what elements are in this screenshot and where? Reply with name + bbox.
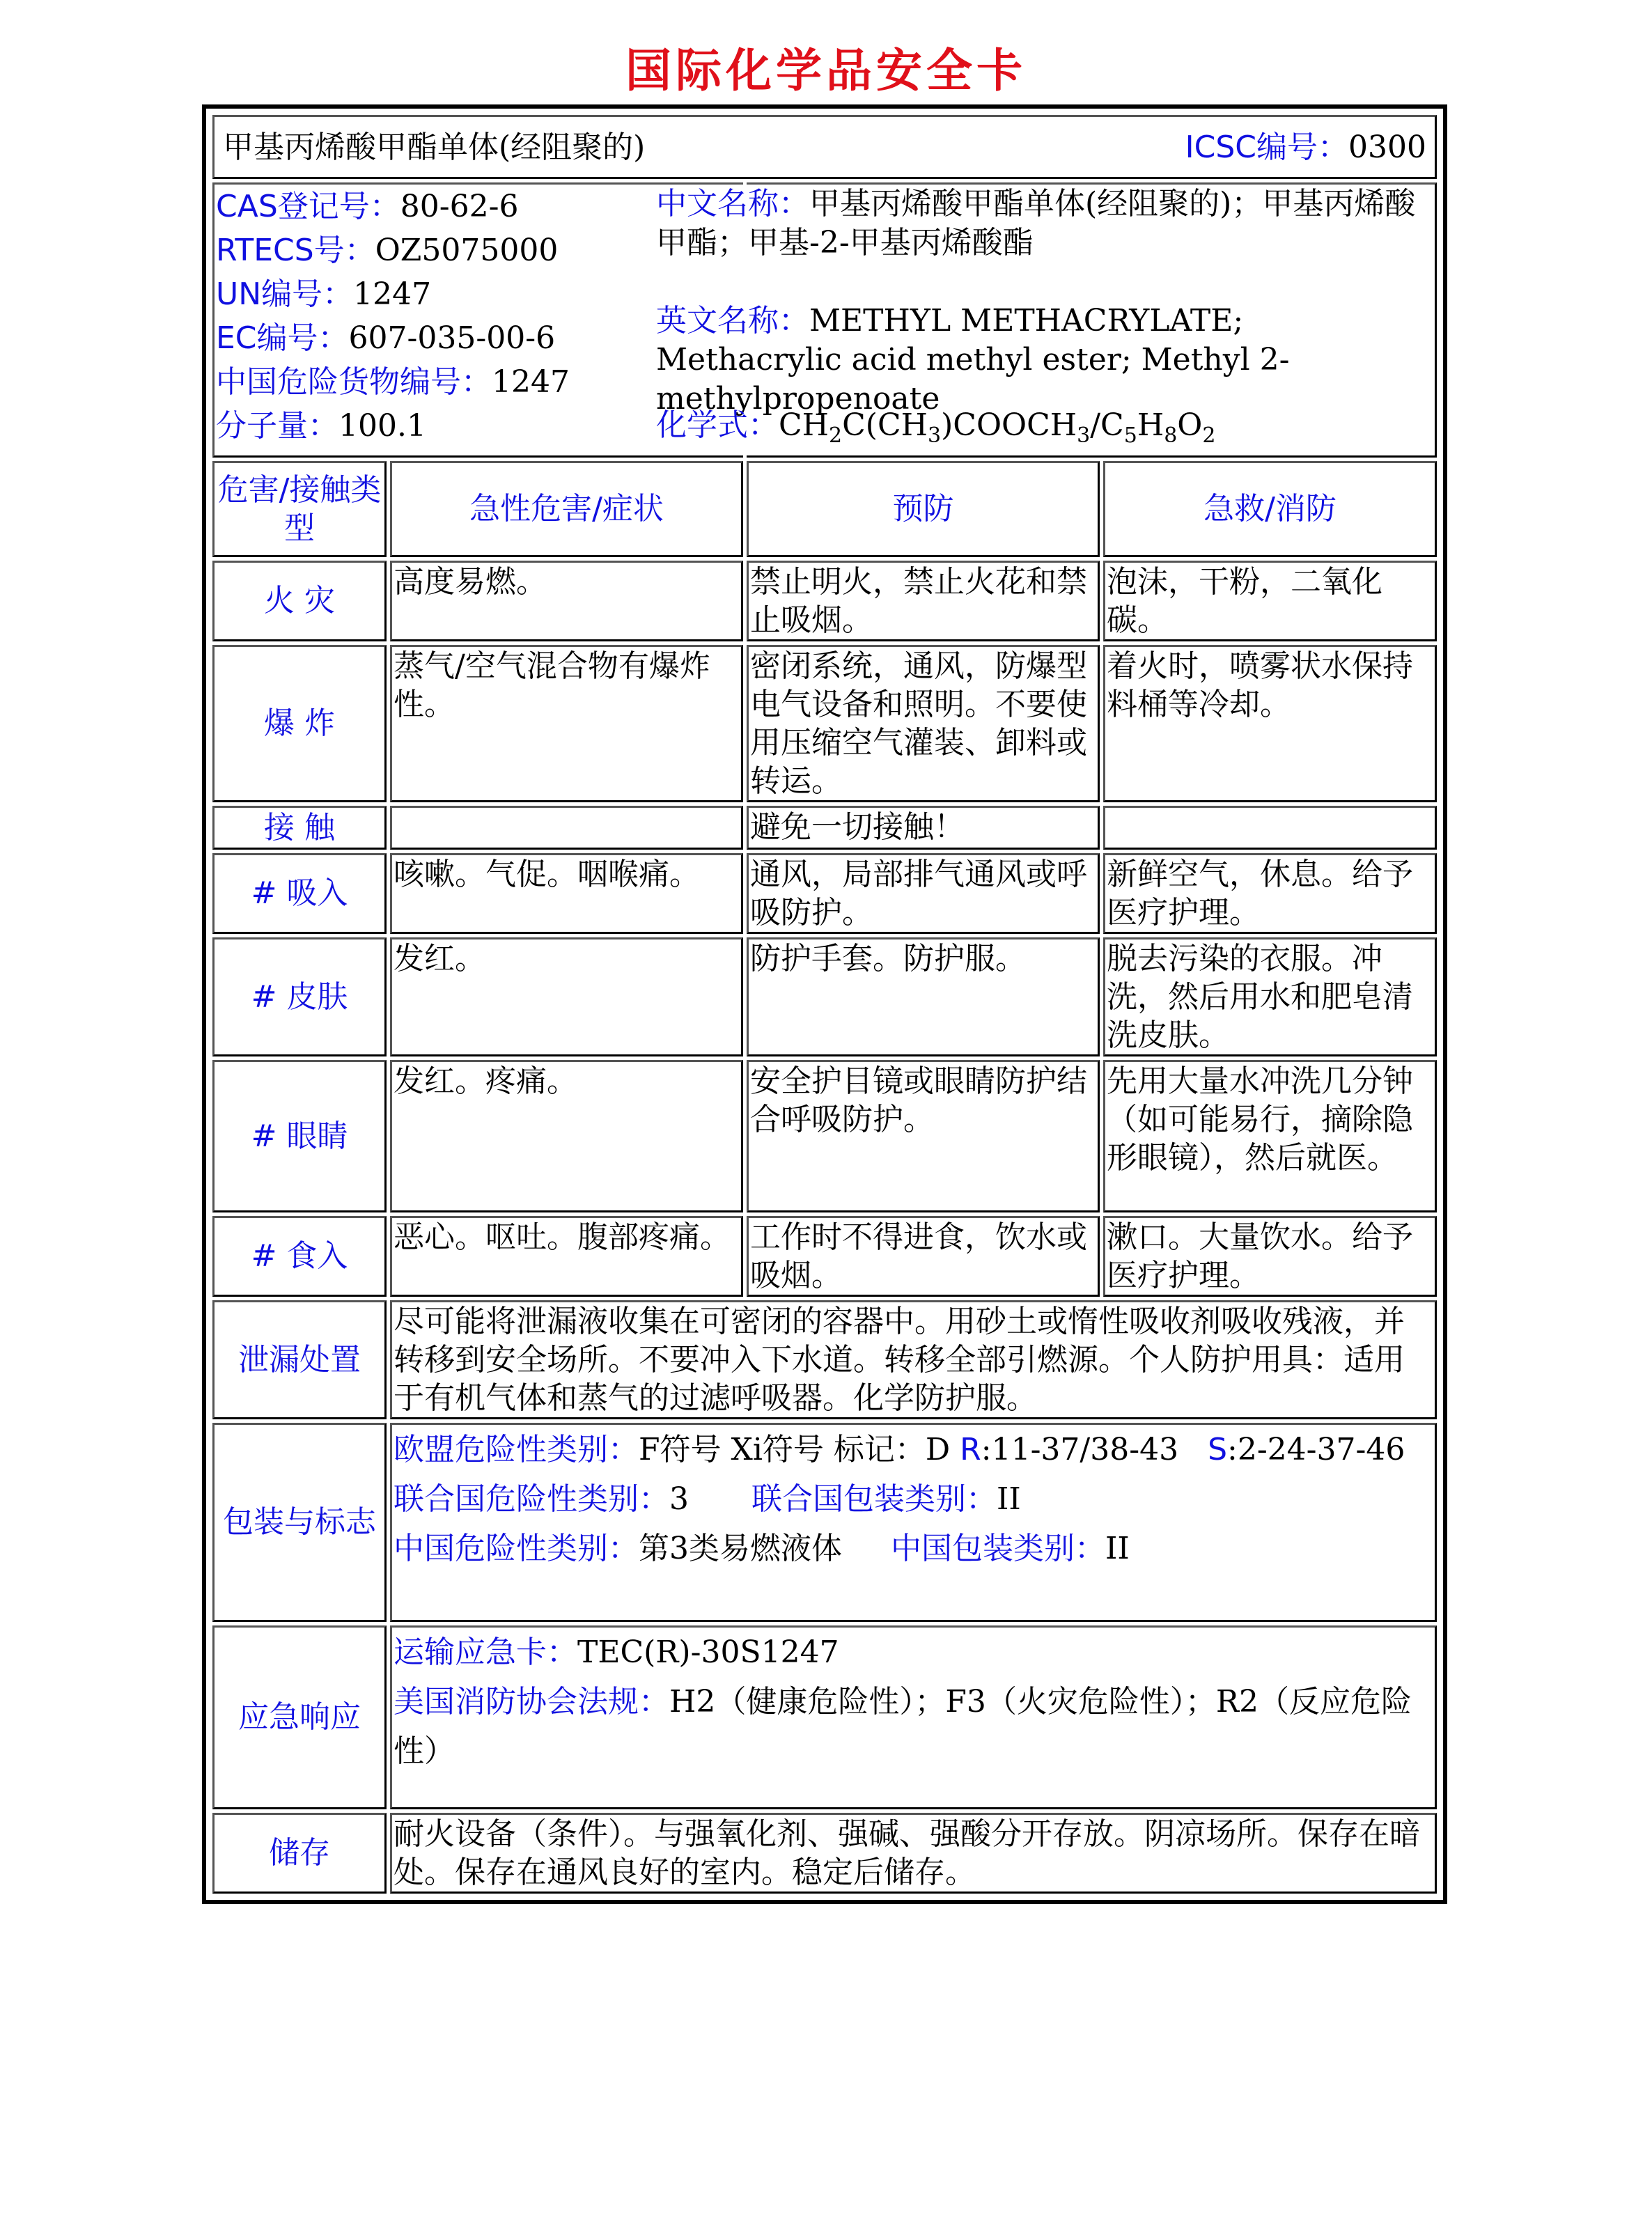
cell-hazard: 发红。疼痛。 (390, 1060, 743, 1212)
safety-card (202, 104, 1447, 1904)
col-aid: 急救/消防 (1103, 461, 1437, 557)
cell-prevention: 避免一切接触！ (747, 806, 1100, 850)
row-explosion (212, 645, 1437, 802)
row-skin (212, 937, 1437, 1056)
cell-type: 爆 炸 (212, 645, 387, 802)
cell-prevention: 工作时不得进食，饮水或吸烟。 (747, 1216, 1100, 1297)
formula-part: O (1177, 407, 1203, 443)
page-title: 国际化学品安全卡 (625, 44, 1027, 98)
cell-aid: 泡沫，干粉，二氧化碳。 (1103, 561, 1437, 641)
cell-prevention: 密闭系统，通风，防爆型电气设备和照明。不要使用压缩空气灌装、卸料或转运。 (747, 645, 1100, 802)
col-prevention: 预防 (747, 461, 1100, 557)
packaging-text: 欧盟危险性类别：F符号 Xi符号 标记：D R:11-37/38-43 S:2-24-37-46 联合国危险性类别：3 联合国包装类别：II 中国危险性类别：第3类易燃液体 中国包装类别：II (390, 1423, 1437, 1622)
icsc-value: 0300 (1348, 129, 1426, 165)
card-header (212, 115, 1437, 179)
icsc-label: ICSC编号： (1185, 129, 1349, 165)
row-contact (212, 806, 1437, 850)
cell-type: # 皮肤 (212, 937, 387, 1056)
formula-part: 2 (829, 423, 843, 448)
names (656, 182, 1437, 458)
cell-hazard: 发红。 (390, 937, 743, 1056)
cell-prevention: 通风，局部排气通风或呼吸防护。 (747, 853, 1100, 934)
cell-type: # 眼睛 (212, 1060, 387, 1212)
cn-name-label: 中文名称： (656, 186, 809, 221)
id-cn: 中国危险货物编号：1247 (216, 364, 570, 400)
cell-aid (1103, 806, 1437, 850)
id-cas: CAS登记号：80-62-6 (216, 189, 519, 224)
cell-type: 火 灾 (212, 561, 387, 641)
emergency-text: 运输应急卡：TEC(R)-30S1247 美国消防协会法规：H2（健康危险性）；F3（火灾危险性）；R2（反应危险性） (390, 1625, 1437, 1809)
cell-prevention: 禁止明火，禁止火花和禁止吸烟。 (747, 561, 1100, 641)
formula-part: CH (779, 407, 829, 443)
cell-hazard: 咳嗽。气促。咽喉痛。 (390, 853, 743, 934)
row-ingestion (212, 1216, 1437, 1297)
cell-type: 接 触 (212, 806, 387, 850)
col-type: 危害/接触类型 (212, 461, 387, 557)
row-inhalation (212, 853, 1437, 934)
cell-hazard (390, 806, 743, 850)
cell-aid: 着火时，喷雾状水保持料桶等冷却。 (1103, 645, 1437, 802)
formula-part: 5 (1123, 423, 1137, 448)
row-fire (212, 561, 1437, 641)
packaging-label: 包装与标志 (212, 1423, 387, 1622)
cell-aid: 新鲜空气，休息。给予医疗护理。 (1103, 853, 1437, 934)
spill-label: 泄漏处置 (212, 1300, 387, 1419)
storage-label: 储存 (212, 1813, 387, 1894)
cell-prevention: 防护手套。防护服。 (747, 937, 1100, 1056)
formula-part: 3 (928, 423, 942, 448)
cell-type: # 食入 (212, 1216, 387, 1297)
formula-part: C(CH (842, 407, 928, 443)
en-name-label: 英文名称： (656, 303, 809, 338)
cell-aid: 先用大量水冲洗几分钟（如可能易行，摘除隐形眼镜），然后就医。 (1103, 1060, 1437, 1212)
id-ec: EC编号：607-035-00-6 (216, 320, 556, 356)
formula-label: 化学式： (656, 407, 779, 443)
formula-part: 8 (1164, 423, 1178, 448)
spill-text: 尽可能将泄漏液收集在可密闭的容器中。用砂土或惰性吸收剂吸收残液，并转移到安全场所。不要冲入下水道。转移全部引燃源。个人防护用具：适用于有机气体和蒸气的过滤呼吸器。化学防护服。 (390, 1300, 1437, 1419)
id-un: UN编号：1247 (216, 276, 432, 312)
id-rtecs: RTECS号：OZ5075000 (216, 233, 559, 268)
cell-type: # 吸入 (212, 853, 387, 934)
cell-hazard: 蒸气/空气混合物有爆炸性。 (390, 645, 743, 802)
storage-text: 耐火设备（条件）。与强氧化剂、强碱、强酸分开存放。阴凉场所。保存在暗处。保存在通风良好的室内。稳定后储存。 (390, 1813, 1437, 1894)
en-name-value: METHYL METHACRYLATE; Methacrylic acid methyl ester; Methyl 2-methylpropenoate (656, 303, 1290, 416)
row-eyes (212, 1060, 1437, 1212)
cell-aid: 脱去污染的衣服。冲洗，然后用水和肥皂清洗皮肤。 (1103, 937, 1437, 1056)
emergency-label: 应急响应 (212, 1625, 387, 1809)
formula-part: 3 (1077, 423, 1091, 448)
col-hazard: 急性危害/症状 (390, 461, 743, 557)
formula-part: 2 (1202, 423, 1216, 448)
cell-hazard: 高度易燃。 (390, 561, 743, 641)
formula-part: /C (1090, 407, 1124, 443)
cell-aid: 漱口。大量饮水。给予医疗护理。 (1103, 1216, 1437, 1297)
formula-value (779, 407, 1216, 448)
formula-part: H (1137, 407, 1164, 443)
id-mw: 分子量：100.1 (216, 408, 426, 444)
formula-part: )COOCH (941, 407, 1077, 443)
chemical-name: 甲基丙烯酸甲酯单体(经阻聚的) (223, 129, 646, 165)
cell-prevention: 安全护目镜或眼睛防护结合呼吸防护。 (747, 1060, 1100, 1212)
cn-name-value: 甲基丙烯酸甲酯单体(经阻聚的)；甲基丙烯酸甲酯；甲基-2-甲基丙烯酸酯 (656, 186, 1416, 260)
cell-hazard: 恶心。呕吐。腹部疼痛。 (390, 1216, 743, 1297)
